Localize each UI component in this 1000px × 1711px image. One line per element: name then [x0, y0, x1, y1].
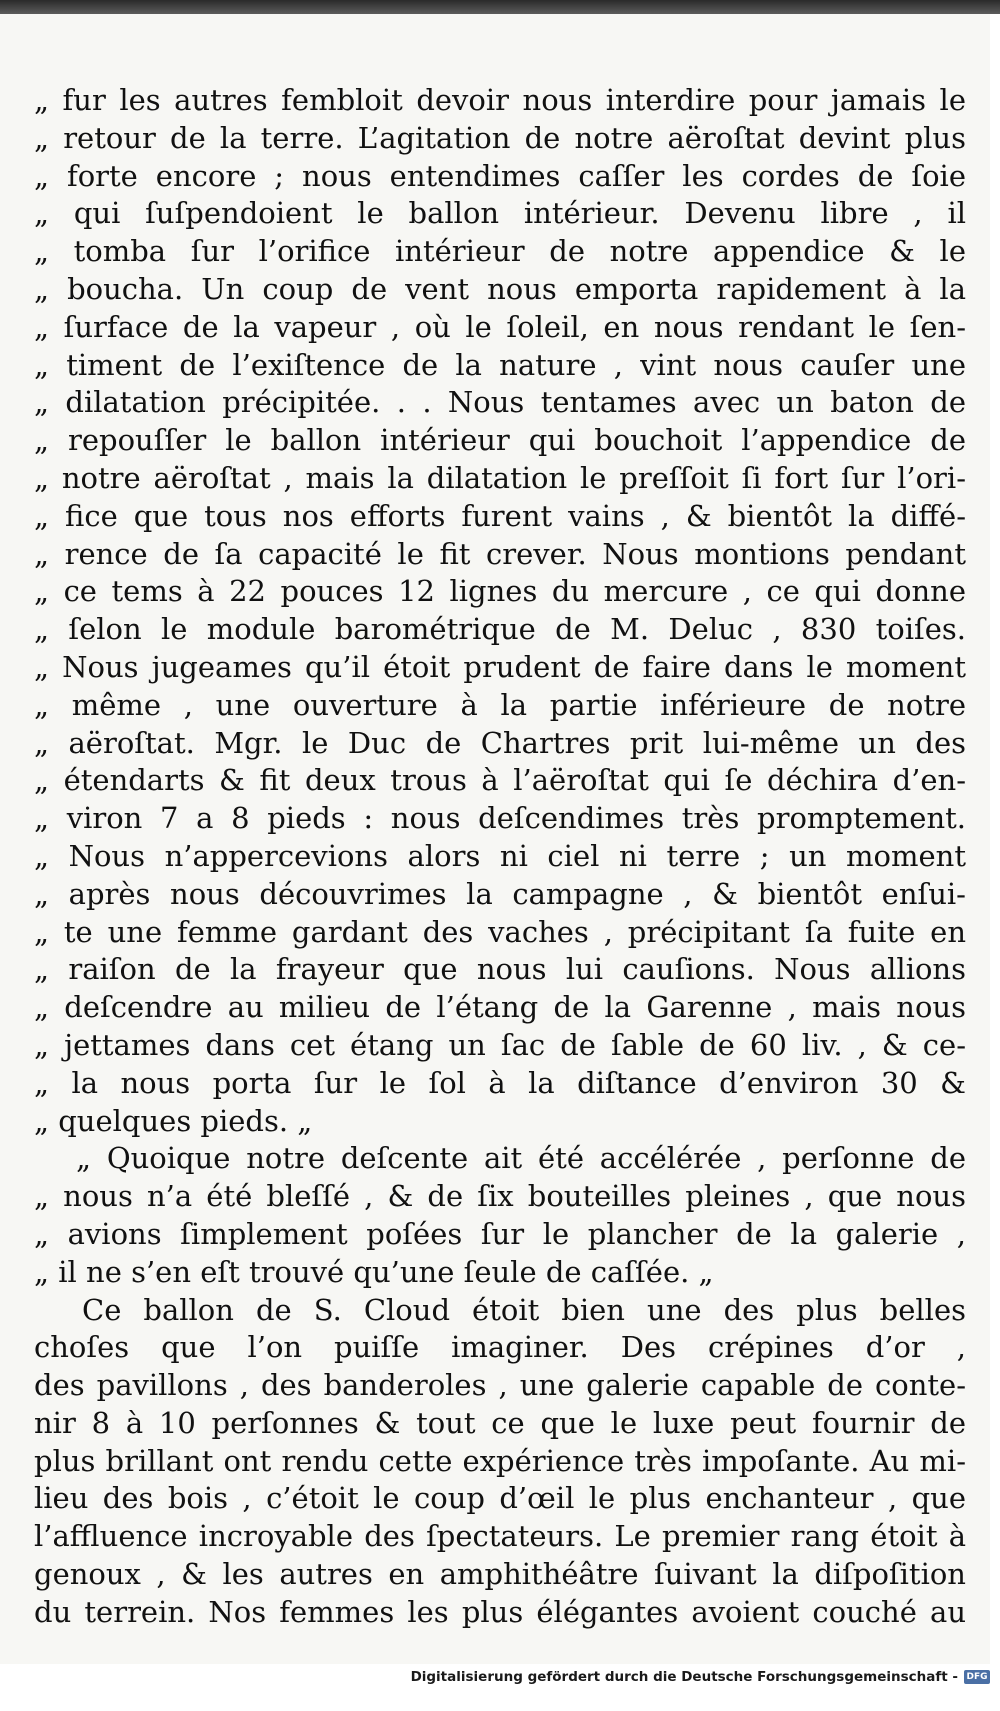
text-line-19: „ étendarts & fit deux trous à l’aëroſtat qui ſe déchira d’en-	[34, 763, 966, 798]
text-line-6: „ boucha. Un coup de vent nous emporta rapidement à la	[34, 271, 966, 306]
text-line-15: „ ſelon le module barométrique de M. Deluc , 830 toiſes.	[34, 612, 966, 647]
text-line-26: „ jettames dans cet étang un ſac de ſable de 60 liv. , & ce-	[34, 1027, 966, 1062]
text-line-10: „ repouſſer le ballon intérieur qui bouchoit l’appendice de	[34, 423, 966, 458]
text-line-29: „ Quoique notre deſcente ait été accélérée , perſonne de	[76, 1141, 966, 1176]
text-line-33: Ce ballon de S. Cloud étoit bien une des plus belles	[82, 1292, 966, 1327]
text-line-30: „ nous n’a été bleſſé , & de ſix bouteilles pleines , que nous	[34, 1179, 966, 1214]
text-line-20: „ viron 7 a 8 pieds : nous deſcendimes très promptement.	[34, 801, 966, 836]
text-line-9: „ dilatation précipitée. . . Nous tentames avec un baton de	[34, 385, 966, 420]
text-line-31: „ avions ſimplement poſées ſur le plancher de la galerie ,	[34, 1216, 966, 1251]
text-line-2: „ retour de la terre. L’agitation de notre aëroſtat devint plus	[34, 120, 966, 155]
text-line-18: „ aëroſtat. Mgr. le Duc de Chartres prit lui-même un des	[34, 725, 966, 760]
footer-credit: Digitalisierung gefördert durch die Deutsche Forschungsgemeinschaft -	[410, 1669, 958, 1685]
page-body	[34, 82, 966, 1632]
text-line-7: „ ſurface de la vapeur , où le ſoleil, en nous rendant le ſen-	[34, 309, 966, 344]
text-line-35: des pavillons , des banderoles , une galerie capable de conte-	[34, 1368, 966, 1403]
text-line-14: „ ce tems à 22 pouces 12 lignes du mercure , ce qui donne	[34, 574, 966, 609]
text-line-38: lieu des bois , c’étoit le coup d’œil le plus enchanteur , que	[34, 1481, 966, 1516]
scan-top-edge	[0, 0, 1000, 14]
text-line-17: „ même , une ouverture à la partie inférieure de notre	[34, 687, 966, 722]
text-line-40: genoux , & les autres en amphithéâtre ſuivant la diſpoſition	[34, 1557, 966, 1592]
text-line-3: „ forte encore ; nous entendimes caſſer les cordes de ſoie	[34, 158, 966, 193]
text-line-4: „ qui ſuſpendoient le ballon intérieur. Devenu libre , il	[34, 196, 966, 231]
text-line-22: „ après nous découvrimes la campagne , & bientôt enſui-	[34, 876, 966, 911]
text-line-23: „ te une femme gardant des vaches , précipitant ſa fuite en	[34, 914, 966, 949]
text-line-8: „ timent de l’exiſtence de la nature , vint nous cauſer une	[34, 347, 966, 382]
text-line-34: choſes que l’on puiſſe imaginer. Des crépines d’or ,	[34, 1330, 966, 1365]
text-line-32: „ il ne s’en eſt trouvé qu’une ſeule de caſſée. „	[34, 1254, 714, 1289]
text-line-13: „ rence de ſa capacité le fit crever. Nous montions pendant	[34, 536, 966, 571]
text-line-24: „ raiſon de la frayeur que nous lui cauſions. Nous allions	[34, 952, 966, 987]
text-line-41: du terrein. Nos femmes les plus élégantes avoient couché au	[34, 1594, 966, 1629]
text-line-1: „ fur les autres fembloit devoir nous interdire pour jamais le	[34, 83, 966, 117]
text-line-5: „ tomba ſur l’orifice intérieur de notre appendice & le	[34, 234, 966, 269]
digitization-footer	[411, 1669, 990, 1685]
text-line-28: „ quelques pieds. „	[34, 1103, 313, 1138]
text-line-21: „ Nous n’appercevions alors ni ciel ni terre ; un moment	[34, 838, 966, 873]
text-line-11: „ notre aëroſtat , mais la dilatation le preſſoit ſi fort ſur l’ori-	[34, 460, 966, 495]
text-line-12: „ fice que tous nos efforts furent vains , & bientôt la diffé-	[34, 498, 966, 533]
text-line-36: nir 8 à 10 perſonnes & tout ce que le luxe peut fournir de	[34, 1405, 966, 1440]
text-line-16: „ Nous jugeames qu’il étoit prudent de faire dans le moment	[34, 649, 966, 684]
text-line-39: l’affluence incroyable des ſpectateurs. Le premier rang étoit à	[34, 1519, 966, 1554]
text-line-27: „ la nous porta ſur le ſol à la diſtance d’environ 30 &	[34, 1065, 966, 1100]
text-line-37: plus brillant ont rendu cette expérience très impoſante. Au mi-	[34, 1443, 966, 1478]
text-line-25: „ deſcendre au milieu de l’étang de la Garenne , mais nous	[34, 990, 966, 1025]
dfg-logo: DFG	[964, 1670, 990, 1684]
book-page	[0, 14, 990, 1664]
